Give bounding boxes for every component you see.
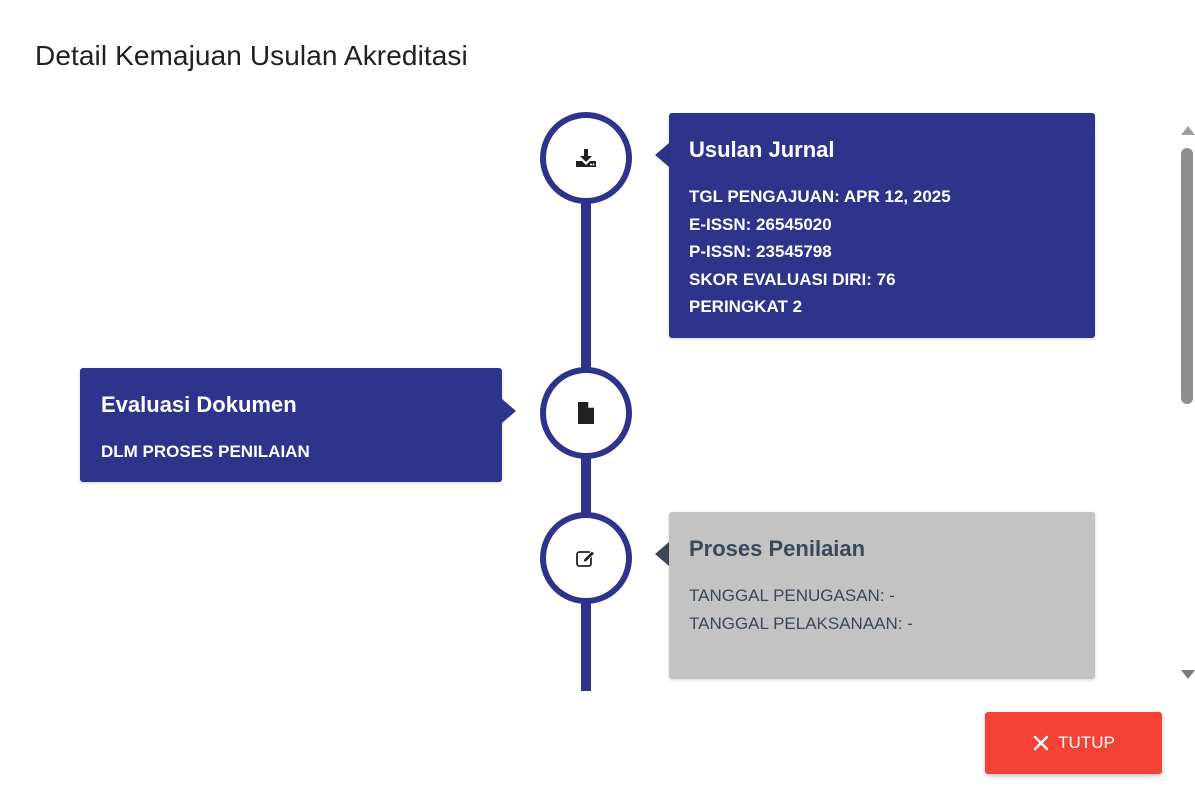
card-detail-line: TANGGAL PELAKSANAAN: - (689, 613, 913, 633)
close-icon (1032, 734, 1050, 752)
card-detail-line: DLM PROSES PENILAIAN (101, 442, 310, 461)
close-button[interactable] (985, 712, 1162, 774)
edit-icon (575, 547, 597, 569)
timeline-card-evaluasi-dokumen (80, 368, 502, 482)
card-pointer (502, 399, 516, 423)
timeline-node-evaluasi-dokumen (540, 367, 632, 459)
card-title: Proses Penilaian (689, 536, 866, 561)
timeline (0, 100, 1175, 691)
timeline-node-usulan-jurnal (540, 112, 632, 204)
card-detail-line: P-ISSN: 23545798 (689, 242, 832, 261)
card-detail-line: E-ISSN: 26545020 (689, 214, 832, 234)
card-pointer (655, 542, 669, 566)
card-title: Usulan Jurnal (689, 137, 835, 162)
document-icon (576, 402, 596, 424)
card-detail-line: TANGGAL PENUGASAN: - (689, 586, 895, 605)
dialog-title: Detail Kemajuan Usulan Akreditasi (35, 40, 468, 71)
scrollbar-thumb[interactable] (1181, 148, 1193, 404)
card-pointer (655, 143, 669, 167)
card-title: Evaluasi Dokumen (101, 392, 297, 417)
scroll-down-arrow[interactable] (1181, 670, 1195, 679)
timeline-card-usulan-jurnal (669, 113, 1095, 338)
timeline-card-proses-penilaian (669, 512, 1095, 679)
card-detail-line: TGL PENGAJUAN: APR 12, 2025 (689, 187, 951, 206)
close-button-label: TUTUP (1058, 733, 1115, 752)
card-detail-line: PERINGKAT 2 (689, 297, 803, 316)
card-detail-line: SKOR EVALUASI DIRI: 76 (689, 269, 896, 289)
scrollbar[interactable] (1176, 120, 1195, 688)
download-icon (575, 147, 597, 169)
scroll-up-arrow[interactable] (1181, 126, 1195, 135)
timeline-node-proses-penilaian (540, 512, 632, 604)
